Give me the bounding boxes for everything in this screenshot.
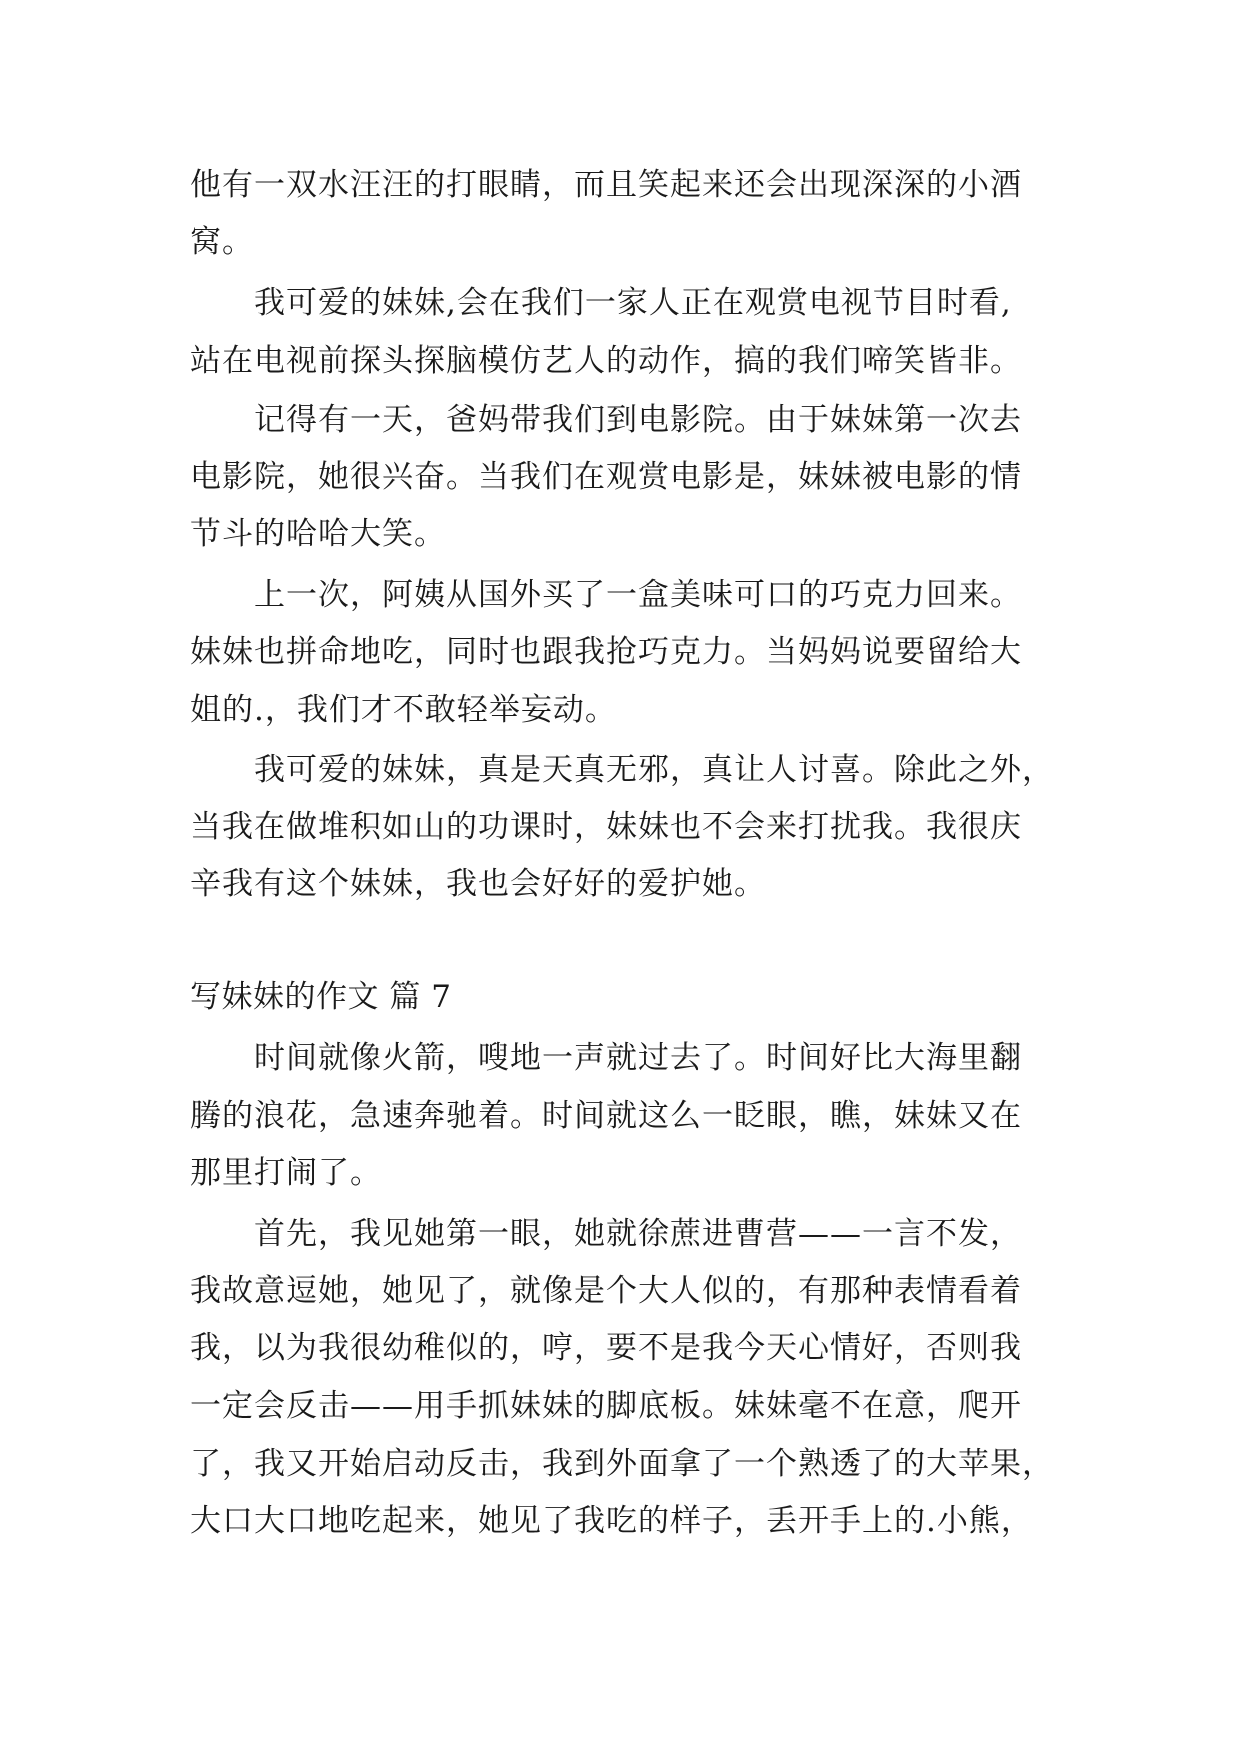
paragraph-first-line: 时间就像火箭，嗖地一声就过去了。时间好比大海里翻 xyxy=(254,1040,1022,1076)
text-line: 站在电视前探头探脑模仿艺人的动作，搞的我们啼笑皆非。 xyxy=(190,343,1022,379)
text-line: 我，以为我很幼稚似的，哼，要不是我今天心情好，否则我 xyxy=(190,1330,1022,1366)
text-line: 妹妹也拼命地吃，同时也跟我抢巧克力。当妈妈说要留给大 xyxy=(190,634,1022,670)
text-line: 我故意逗她，她见了，就像是个大人似的，有那种表情看着 xyxy=(190,1273,1022,1309)
paragraph-first-line: 我可爱的妹妹，真是天真无邪，真让人讨喜。除此之外， xyxy=(254,752,1054,788)
text-line: 姐的.，我们才不敢轻举妄动。 xyxy=(190,692,617,728)
paragraph-first-line: 我可爱的妹妹,会在我们一家人正在观赏电视节目时看, xyxy=(254,285,1012,321)
text-line: 窝。 xyxy=(190,224,254,260)
text-line: 他有一双水汪汪的打眼睛，而且笑起来还会出现深深的小酒 xyxy=(190,167,1022,203)
text-line: 辛我有这个妹妹，我也会好好的爱护她。 xyxy=(190,866,766,902)
text-line: 大口大口地吃起来，她见了我吃的样子，丢开手上的.小熊， xyxy=(190,1503,1033,1539)
paragraph-first-line: 记得有一天，爸妈带我们到电影院。由于妹妹第一次去 xyxy=(254,402,1022,438)
text-line: 了，我又开始启动反击，我到外面拿了一个熟透了的大苹果， xyxy=(190,1446,1054,1482)
text-line: 电影院，她很兴奋。当我们在观赏电影是，妹妹被电影的情 xyxy=(190,459,1022,495)
text-line: 一定会反击——用手抓妹妹的脚底板。妹妹毫不在意，爬开 xyxy=(190,1388,1022,1424)
text-line: 那里打闹了。 xyxy=(190,1155,382,1191)
section-heading: 写妹妹的作文 篇 7 xyxy=(190,979,452,1015)
text-line: 腾的浪花，急速奔驰着。时间就这么一眨眼，瞧，妹妹又在 xyxy=(190,1098,1022,1134)
paragraph-first-line: 首先，我见她第一眼，她就徐蔗进曹营——一言不发， xyxy=(254,1216,1022,1252)
text-line: 节斗的哈哈大笑。 xyxy=(190,516,446,552)
text-line: 当我在做堆积如山的功课时，妹妹也不会来打扰我。我很庆 xyxy=(190,809,1022,845)
paragraph-first-line: 上一次，阿姨从国外买了一盒美味可口的巧克力回来。 xyxy=(254,577,1022,613)
